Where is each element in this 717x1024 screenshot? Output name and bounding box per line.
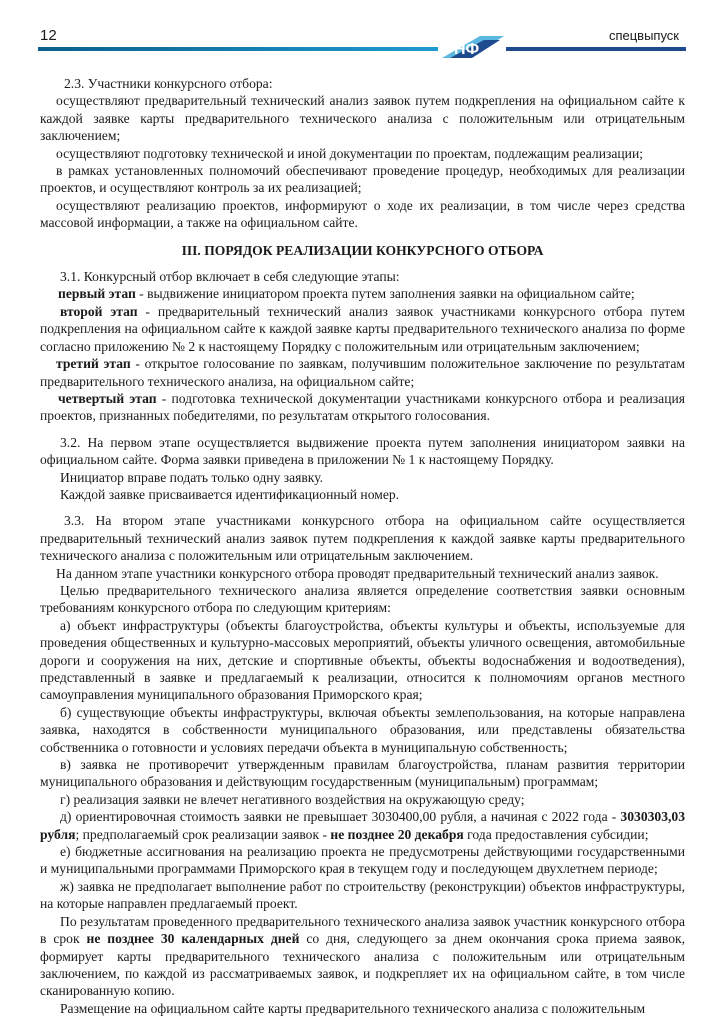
criterion-item: б) существующие объекты инфраструктуры, включая объекты землепользования, на которые направлена заявка, находятся в собственности муниципального образования, или представлены обязательства собственника о готовности и условиях передачи объекта в муниципальную собственность; bbox=[40, 704, 685, 755]
stage-label: первый этап bbox=[58, 286, 136, 302]
section-heading: III. ПОРЯДОК РЕАЛИЗАЦИИ КОНКУРСНОГО ОТБОРА bbox=[181, 242, 544, 258]
paragraph: По результатам проведенного предварительного технического анализа заявок участник конкурсного отбора в срок не позднее 30 календарных дней со дня, следующего за днем окончания срока приема заявок, формирует карты предварительного технического анализа с положительным или отрицательным заключением, по каждой из рассматриваемых заявок, и подкрепляет их на официальном сайте, в том числе сканированную копию. bbox=[40, 913, 685, 999]
paragraph: 2.3. Участники конкурсного отбора: bbox=[64, 76, 273, 91]
paragraph: 3.3. На втором этапе участниками конкурсного отбора на официальном сайте осуществляется предварительный технический анализ заявок путем подкрепления к каждой заявке карты предварительного технического анализа с положительным или отрицательным заключением. bbox=[40, 513, 685, 564]
paragraph: в рамках установленных полномочий обеспечивают проведение процедур, необходимых для реализации проектов, и осуществляют контроль за их реализацией; bbox=[40, 163, 685, 196]
stage-item: второй этап - предварительный технический анализ заявок участниками конкурсного отбора путем подкрепления на официальном сайте к каждой заявке карты предварительного технического анализа по форме согласно приложению № 2 к настоящему Порядку с положительным или отрицательным заключением; bbox=[40, 303, 685, 354]
stage-label: третий этап bbox=[56, 356, 131, 372]
deadline-value: не позднее 20 декабря bbox=[330, 826, 464, 842]
page-header bbox=[0, 0, 717, 60]
deadline-days: не позднее 30 календарных дней bbox=[86, 931, 300, 947]
paragraph: осуществляют подготовку технической и иной документации по проектам, подлежащим реализации; bbox=[56, 145, 643, 161]
header-title: спецвыпуск bbox=[608, 28, 679, 43]
paragraph: Целью предварительного технического анализа является определение соответствия заявки основным требованиям конкурсного отбора по следующим критериям: bbox=[40, 582, 685, 616]
paragraph: Инициатор вправе подать только одну заявку. bbox=[60, 469, 324, 485]
header-rule-right bbox=[506, 47, 686, 51]
stage-label: четвертый этап bbox=[58, 390, 157, 406]
paragraph: Размещение на официальном сайте карты предварительного технического анализа с положительным bbox=[60, 1000, 646, 1016]
paragraph: Каждой заявке присваивается идентификационный номер. bbox=[60, 486, 400, 502]
svg-text:НФ: НФ bbox=[454, 41, 480, 58]
stage-item: четвертый этап - подготовка технической документации участниками конкурсного отбора и реализация проектов, признанных победителями, по результатам открытого голосования. bbox=[40, 390, 685, 424]
paragraph: 3.1. Конкурсный отбор включает в себя следующие этапы: bbox=[60, 269, 400, 285]
page-number: 12 bbox=[40, 27, 57, 44]
paragraph: На данном этапе участники конкурсного отбора проводят предварительный технический анализ заявок. bbox=[56, 565, 659, 581]
criterion-item: в) заявка не противоречит утвержденным правилам благоустройства, планам развития территории муниципального образования и действующим государственным (муниципальным) программам; bbox=[40, 757, 685, 790]
stage-item: третий этап - открытое голосование по заявкам, получившим положительное заключение по результатам предварительного технического анализа, на официальном сайте; bbox=[40, 356, 685, 389]
criterion-item: г) реализация заявки не влечет негативного воздействия на окружающую среду; bbox=[60, 791, 525, 807]
stage-item: первый этап - выдвижение инициатором проекта путем заполнения заявки на официальном сайте; bbox=[58, 286, 635, 302]
header-rule-left bbox=[38, 47, 438, 51]
publisher-logo bbox=[440, 30, 506, 60]
paragraph: осуществляют реализацию проектов, информируют о ходе их реализации, в том числе через средства массовой информации, а также на официальном сайте. bbox=[40, 197, 685, 231]
criterion-item: е) бюджетные ассигнования на реализацию проекта не предусмотрены действующими государственными и муниципальными программами Приморского края в текущем году и последующем двухлетнем периоде; bbox=[40, 844, 685, 877]
paragraph: осуществляют предварительный технический анализ заявок путем подкрепления на официальном сайте к каждой заявке карты предварительного технического анализа с положительным или отрицательным заключением; bbox=[40, 93, 685, 144]
paragraph: 3.2. На первом этапе осуществляется выдвижение проекта путем заполнения инициатором заявки на официальном сайте. Форма заявки приведена в приложении № 1 к настоящему Порядку. bbox=[40, 434, 685, 468]
stage-label: второй этап bbox=[60, 303, 138, 319]
document-body bbox=[40, 75, 685, 1017]
criterion-item: д) ориентировочная стоимость заявки не превышает 3030400,00 рубля, а начиная с 2022 года - 3030303,03 рубля; предполагаемый срок реализации заявок - не позднее 20 декабря года предоставления субсидии; bbox=[40, 809, 685, 842]
criterion-item: а) объект инфраструктуры (объекты благоустройства, объекты культуры и объекты, используемые для проведения общественных и культурно-массовых мероприятий, объекты уличного освещения, автомобильные дороги и сооружения на них, детские и спортивные объекты, объекты водоснабжения и водоотведения), представленный в заявке и предлагаемый к реализации, относится к полномочиям органов местного самоуправления муниципального образования Приморского края; bbox=[40, 617, 685, 703]
max-cost-value: 3030303,03 рубля bbox=[40, 809, 685, 842]
criterion-item: ж) заявка не предполагает выполнение работ по строительству (реконструкции) объектов инфраструктуры, на которые направлен предлагаемый проект. bbox=[40, 878, 685, 912]
